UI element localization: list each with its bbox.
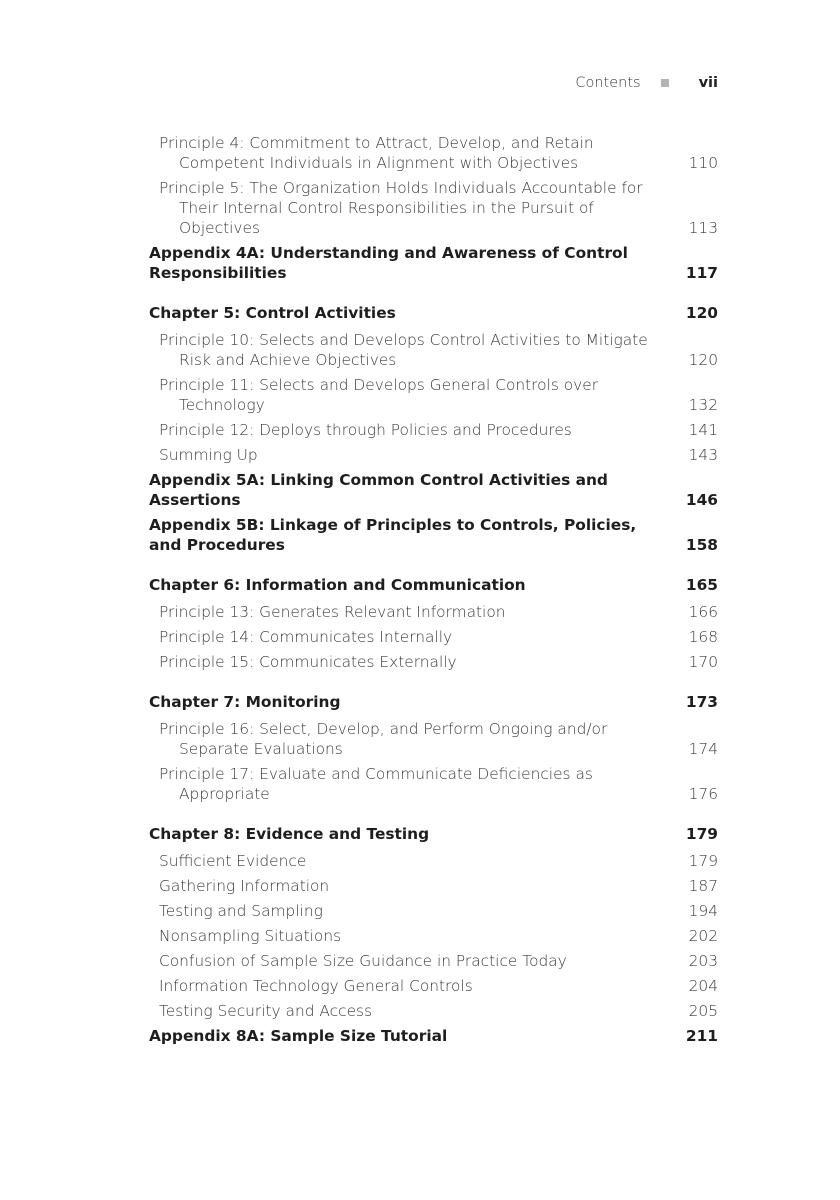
toc-entry-principle-15 <box>159 652 718 672</box>
toc-entry-chapter-7 <box>149 692 718 712</box>
toc-entry-title: Sufficient Evidence <box>159 852 307 870</box>
page-number: vii <box>698 75 718 91</box>
toc-entry-title: Chapter 6: Information and Communication <box>149 576 526 594</box>
toc-entry-title: Principle 12: Deploys through Policies and Procedures <box>159 421 572 439</box>
toc-entry-sample-size-confusion <box>159 951 718 971</box>
toc-entry-title: Appendix 5B: Linkage of Principles to Controls, Policies, and Procedures <box>149 516 637 554</box>
toc-entry-page: 194 <box>688 902 718 920</box>
toc-entry-title: Appendix 5A: Linking Common Control Activities and Assertions <box>149 471 608 509</box>
toc-entry-page: 165 <box>685 576 718 594</box>
toc-entry-title: Appendix 8A: Sample Size Tutorial <box>149 1027 448 1045</box>
toc-entry-testing-and-sampling <box>159 901 718 921</box>
toc-entry-appendix-5b <box>149 515 718 555</box>
toc-entry-appendix-8a <box>149 1026 718 1046</box>
toc-entry-page: 174 <box>688 740 718 758</box>
toc-entry-title: Principle 14: Communicates Internally <box>159 628 453 646</box>
toc-entry-page: 205 <box>688 1002 718 1020</box>
toc-entry-page: 176 <box>688 785 718 803</box>
toc-entry-title: Gathering Information <box>159 877 330 895</box>
toc-entry-chapter-5 <box>149 303 718 323</box>
toc-entry-principle-12 <box>159 420 718 440</box>
toc-entry-title: Information Technology General Controls <box>159 977 473 995</box>
table-of-contents <box>149 133 718 1051</box>
toc-entry-page: 141 <box>688 421 718 439</box>
toc-entry-title: Nonsampling Situations <box>159 927 342 945</box>
toc-entry-principle-14 <box>159 627 718 647</box>
toc-entry-page: 166 <box>688 603 718 621</box>
toc-entry-principle-16 <box>159 719 718 759</box>
toc-entry-title: Summing Up <box>159 446 258 464</box>
toc-entry-nonsampling-situations <box>159 926 718 946</box>
toc-entry-page: 170 <box>688 653 718 671</box>
toc-entry-title: Principle 10: Selects and Develops Control Activities to Mitigate Risk and Achieve Objectives <box>159 331 648 369</box>
toc-entry-sufficient-evidence <box>159 851 718 871</box>
toc-entry-page: 146 <box>685 491 718 509</box>
toc-entry-page: 204 <box>688 977 718 995</box>
toc-entry-page: 173 <box>685 693 718 711</box>
toc-entry-title: Principle 4: Commitment to Attract, Develop, and Retain Competent Individuals in Alignment with Objectives <box>159 134 594 172</box>
toc-entry-title: Principle 5: The Organization Holds Individuals Accountable for Their Internal Control Responsibilities in the Pursuit of Objectives <box>159 179 643 237</box>
toc-entry-summing-up <box>159 445 718 465</box>
toc-entry-principle-17 <box>159 764 718 804</box>
toc-entry-title: Principle 15: Communicates Externally <box>159 653 457 671</box>
toc-entry-page: 120 <box>685 304 718 322</box>
toc-entry-page: 187 <box>688 877 718 895</box>
toc-entry-page: 179 <box>685 825 718 843</box>
toc-entry-title: Testing Security and Access <box>159 1002 373 1020</box>
toc-entry-page: 113 <box>688 219 718 237</box>
toc-entry-testing-security-access <box>159 1001 718 1021</box>
toc-entry-title: Principle 17: Evaluate and Communicate Deficiencies as Appropriate <box>159 765 593 803</box>
toc-entry-principle-13 <box>159 602 718 622</box>
toc-entry-title: Principle 11: Selects and Develops General Controls over Technology <box>159 376 599 414</box>
toc-entry-page: 143 <box>688 446 718 464</box>
running-head <box>575 73 718 93</box>
toc-entry-itgc <box>159 976 718 996</box>
toc-entry-page: 202 <box>688 927 718 945</box>
toc-entry-principle-10 <box>159 330 718 370</box>
separator-square-icon <box>661 79 669 87</box>
toc-entry-page: 110 <box>688 154 718 172</box>
toc-entry-principle-11 <box>159 375 718 415</box>
toc-entry-page: 117 <box>685 264 718 282</box>
toc-entry-page: 179 <box>688 852 718 870</box>
toc-entry-principle-4 <box>159 133 718 173</box>
toc-entry-title: Chapter 8: Evidence and Testing <box>149 825 430 843</box>
toc-entry-page: 120 <box>688 351 718 369</box>
toc-entry-page: 158 <box>685 536 718 554</box>
toc-entry-title: Confusion of Sample Size Guidance in Practice Today <box>159 952 567 970</box>
toc-entry-appendix-4a <box>149 243 718 283</box>
toc-entry-gathering-information <box>159 876 718 896</box>
toc-entry-principle-5 <box>159 178 718 238</box>
toc-entry-page: 132 <box>688 396 718 414</box>
running-head-label: Contents <box>575 75 641 91</box>
toc-entry-page: 211 <box>685 1027 718 1045</box>
toc-entry-title: Principle 13: Generates Relevant Information <box>159 603 506 621</box>
toc-entry-title: Chapter 7: Monitoring <box>149 693 341 711</box>
toc-entry-title: Chapter 5: Control Activities <box>149 304 396 322</box>
toc-entry-chapter-8 <box>149 824 718 844</box>
toc-entry-appendix-5a <box>149 470 718 510</box>
toc-entry-page: 203 <box>688 952 718 970</box>
toc-entry-title: Appendix 4A: Understanding and Awareness of Control Responsibilities <box>149 244 628 282</box>
toc-entry-title: Principle 16: Select, Develop, and Perform Ongoing and/or Separate Evaluations <box>159 720 608 758</box>
toc-entry-chapter-6 <box>149 575 718 595</box>
toc-entry-page: 168 <box>688 628 718 646</box>
toc-entry-title: Testing and Sampling <box>159 902 323 920</box>
